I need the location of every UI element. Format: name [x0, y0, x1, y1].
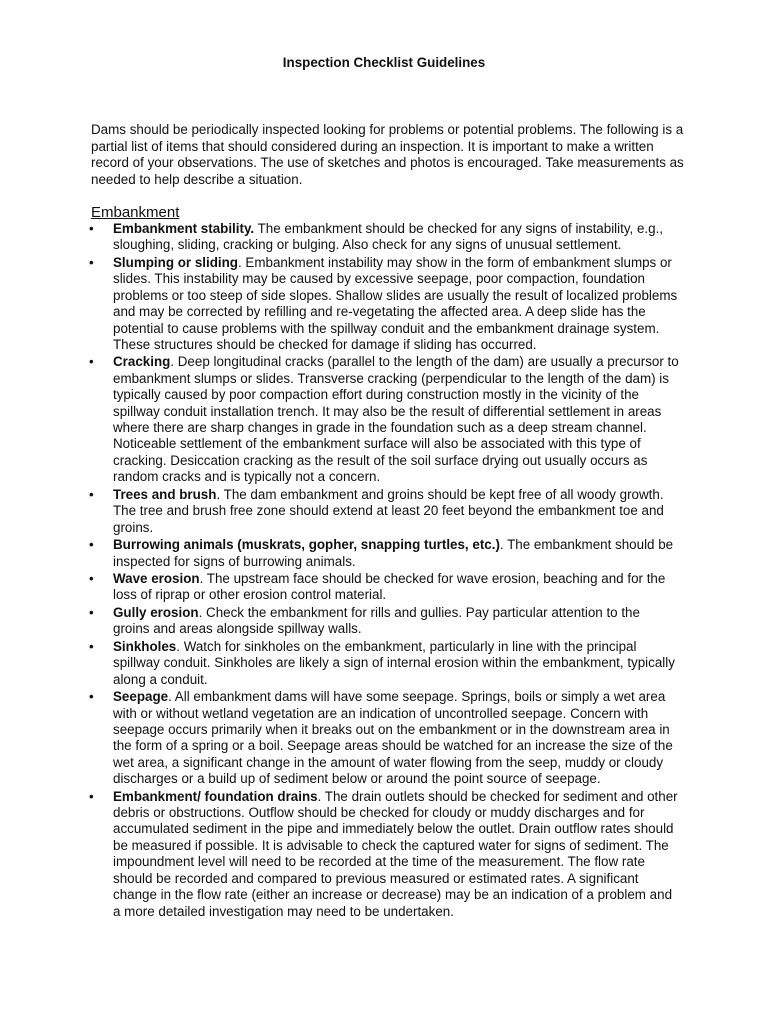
item-text: . Embankment instability may show in the form of embankment slumps or slides. This instability may be caused by excessive seepage, poor compaction, foundation problems or too steep of side slopes. Shallow slides are usually the result of localized problems and may be corrected by refilling and re-vegetating the affected area. A deep slide has the potential to cause problems with the spillway conduit and the embankment drainage system. These structures should be checked for damage if sliding has occurred. [113, 254, 678, 352]
page-title: Inspection Checklist Guidelines [282, 55, 486, 70]
checklist-item-seepage [0, 689, 679, 787]
bullet-icon: • [89, 486, 94, 502]
intro-paragraph: Dams should be periodically inspected looking for problems or potential problems. The following is a partial list of items that should considered during an inspection. It is important to make a written record of your observations. The use of sketches and photos is encouraged. Take measurements as needed to help describe a situation. [91, 122, 684, 187]
item-text: . The dam embankment and groins should be kept free of all woody growth. The tree and brush free zone should extend at least 20 feet beyond the embankment toe and groins. [113, 486, 664, 535]
item-text: . All embankment dams will have some seepage. Springs, boils or simply a wet area with or without wetland vegetation are an indication of uncontrolled seepage. Concern with seepage occurs primarily when it breaks out on the embankment or in the downstream area in the form of a spring or a boil. Seepage areas should be watched for an increase the size of the wet area, a significant change in the amount of water flowing from the seep, muddy or cloudy discharges or a build up of sediment below or around the point source of seepage. [113, 689, 673, 787]
bullet-icon: • [89, 221, 94, 236]
checklist-item-trees-and-brush [0, 487, 679, 536]
item-text: . The upstream face should be checked for wave erosion, beaching and for the loss of riprap or other erosion control material. [113, 571, 666, 603]
checklist-item-slumping-or-sliding [0, 255, 679, 353]
checklist-item-gully-erosion [0, 605, 679, 638]
bullet-icon: • [89, 788, 94, 804]
item-term: Trees and brush [113, 486, 217, 502]
bullet-icon: • [89, 689, 94, 705]
checklist-item-sinkholes [0, 639, 679, 688]
bullet-icon: • [89, 354, 94, 370]
item-term: Sinkholes [113, 638, 177, 654]
item-term: Slumping or sliding [113, 254, 238, 270]
item-term: Seepage [113, 689, 169, 705]
item-text: . The embankment should be inspected for signs of burrowing animals. [113, 537, 674, 569]
item-text: . Watch for sinkholes on the embankment, particularly in line with the principal spillway conduit. Sinkholes are likely a sign of internal erosion within the embankment, typically along a conduit. [113, 638, 675, 687]
checklist-item-burrowing-animals [0, 537, 679, 570]
bullet-icon: • [89, 571, 94, 586]
bullet-icon: • [89, 604, 94, 620]
item-term: Embankment/ foundation drains [113, 788, 318, 804]
item-term: Wave erosion [113, 571, 200, 586]
embankment-checklist [0, 221, 768, 921]
item-text: The embankment should be checked for any signs of instability, e.g., sloughing, sliding, cracking or bulging. Also check for any signs of unusual settlement. [113, 221, 664, 253]
bullet-icon: • [89, 254, 94, 270]
item-term: Gully erosion [113, 604, 199, 620]
checklist-item-foundation-drains [0, 789, 679, 920]
checklist-item-embankment-stability [0, 221, 679, 254]
item-term: Burrowing animals (muskrats, gopher, snapping turtles, etc.) [113, 537, 500, 553]
section-heading-embankment: Embankment [91, 204, 180, 221]
checklist-item-wave-erosion [0, 571, 679, 604]
item-term: Embankment stability. [113, 221, 255, 236]
item-term: Cracking [113, 354, 171, 370]
bullet-icon: • [89, 638, 94, 654]
bullet-icon: • [89, 537, 94, 553]
item-text: . Check the embankment for rills and gullies. Pay particular attention to the groins and areas alongside spillway walls. [113, 604, 640, 637]
item-text: . Deep longitudinal cracks (parallel to the length of the dam) are usually a precursor to embankment slumps or slides. Transverse cracking (perpendicular to the length of the dam) is typically caused by poor compaction effort during construction mostly in the vicinity of the spillway conduit installation trench. It may also be the result of differential settlement in areas where there are sharp changes in grade in the foundation such as a deep stream channel. Noticeable settlement of the embankment surface will also be associated with this type of cracking. Desiccation cracking as the result of the soil surface drying out usually occurs as random cracks and is typically not a concern. [113, 354, 679, 485]
checklist-item-cracking [0, 354, 679, 485]
item-text: . The drain outlets should be checked for sediment and other debris or obstructions. Outflow should be checked for cloudy or muddy discharges and for accumulated sediment in the pipe and immediately below the outlet. Drain outflow rates should be measured if possible. It is advisable to check the captured water for signs of sediment. The impoundment level will need to be recorded at the time of the measurement. The flow rate should be recorded and compared to previous measured or estimated rates. A significant change in the flow rate (either an increase or decrease) may be an indication of a problem and a more detailed investigation may need to be undertaken. [113, 788, 678, 919]
